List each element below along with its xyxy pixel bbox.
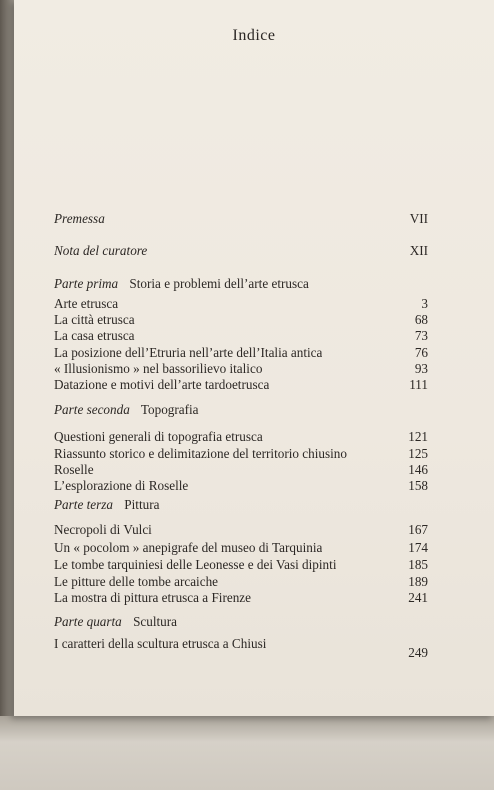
part-label: Parte quarta [54,614,122,629]
toc-entry [54,540,428,555]
entry-title: Questioni generali di topografia etrusca [54,429,263,444]
entry-page: 125 [408,446,428,461]
toc-entry [54,522,428,537]
entry-page: XII [409,243,428,258]
part-title: Pittura [124,497,160,512]
part-title: Topografia [140,402,199,417]
table-surface [0,716,494,790]
entry-page: VII [409,211,428,226]
entry-page: 241 [408,590,428,605]
page-title: Indice [232,27,276,44]
entry-page: 146 [408,462,428,477]
entry-title: Nota del curatore [54,243,148,258]
toc-entry [54,312,428,327]
book-page [14,0,494,716]
front-entry-nota [54,243,428,258]
entry-title: La casa etrusca [54,328,135,343]
part-label: Parte terza [54,497,113,512]
toc-entry [54,557,428,572]
entry-page: 174 [408,540,428,555]
entry-title: Necropoli di Vulci [54,522,152,537]
entry-page: 73 [414,328,428,343]
toc-entry [54,345,428,360]
toc-entry [54,574,428,589]
entry-page: 249 [408,645,428,660]
entry-title: Riassunto storico e delimitazione del territorio chiusino [54,446,347,461]
part-label: Parte seconda [54,402,130,417]
entry-title: La posizione dell’Etruria nell’arte dell’Italia antica [54,345,323,360]
entry-page: 167 [408,522,428,537]
toc-entry [54,462,428,477]
entry-title: Le pitture delle tombe arcaiche [54,574,219,589]
entry-title: La città etrusca [54,312,135,327]
entry-title: Datazione e motivi dell’arte tardoetrusca [54,377,270,392]
entry-title: Arte etrusca [54,296,119,311]
toc-entry [54,478,428,493]
part-label: Parte prima [54,276,119,291]
entry-page: 189 [408,574,428,589]
entry-title: I caratteri della scultura etrusca a Chiusi [54,636,267,651]
entry-title: La mostra di pittura etrusca a Firenze [54,590,252,605]
toc-entry [54,590,428,605]
entry-title: Le tombe tarquiniesi delle Leonesse e dei Vasi dipinti [54,557,337,572]
entry-page: 185 [408,557,428,572]
part-heading-seconda [54,402,199,418]
part-title: Scultura [133,614,178,629]
entry-page: 76 [414,345,428,360]
toc-entry [54,296,428,311]
entry-page: 158 [408,478,428,493]
toc-entry [54,377,428,392]
front-entry-premessa [54,211,428,226]
entry-title: Roselle [54,462,94,477]
part-heading-prima [54,276,309,292]
entry-title: Un « pocolom » anepigrafe del museo di Tarquinia [54,540,323,555]
toc-entry [54,429,428,444]
part-heading-terza [54,497,159,513]
part-title: Storia e problemi dell’arte etrusca [129,276,309,291]
entry-title: L’esplorazione di Roselle [54,478,189,493]
part-heading-quarta [54,614,177,630]
entry-page: 111 [409,377,428,392]
entry-title: « Illusionismo » nel bassorilievo italico [54,361,263,376]
toc-entry [54,328,428,343]
entry-title: Premessa [54,211,105,226]
toc-entry [54,636,294,651]
entry-page: 93 [414,361,428,376]
toc-entry [54,361,428,376]
toc-entry [54,446,428,461]
entry-page: 121 [408,429,428,444]
entry-page: 3 [421,296,428,311]
entry-page: 68 [414,312,428,327]
